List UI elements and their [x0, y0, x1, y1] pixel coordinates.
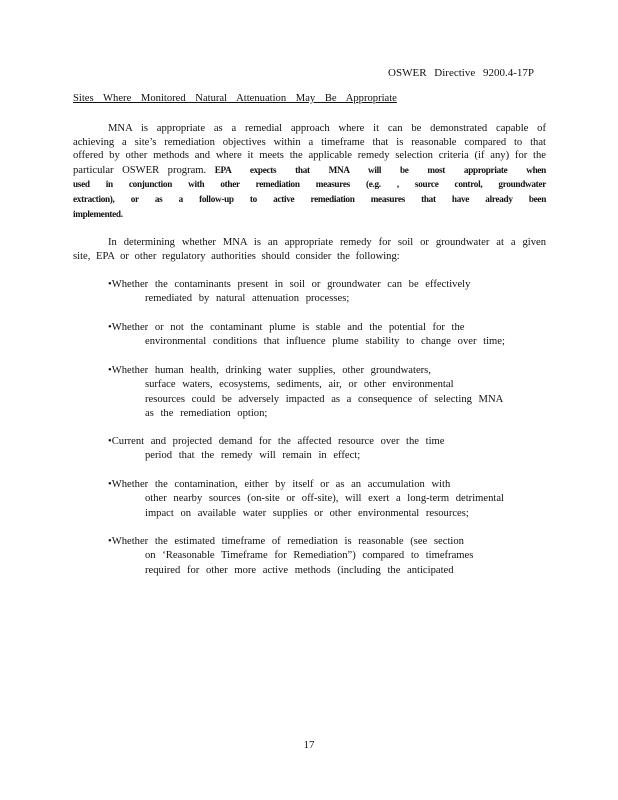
directive-header: OSWER Directive 9200.4-17P: [388, 67, 534, 79]
bullet-line: •Whether the contaminants present in soil or groundwater can be effectively: [108, 279, 471, 290]
paragraph-determining: In determining whether MNA is an appropriate remedy for soil or groundwater at a given site, EPA or other regulatory authorities should consider the following:: [73, 237, 546, 262]
emphasized-text: EPA expects that MNA will be most appropriate when used in conjunction with other remediation measures (e.g. , source control, groundwater extraction), or as a follow-up to active remediation measures that have already been implemented.: [73, 164, 546, 219]
bullet-line: •Whether the contamination, either by itself or as an accumulation with: [108, 479, 451, 490]
bullet-line: surface waters, ecosystems, sediments, air, or other environmental: [145, 379, 454, 391]
bullet-item: [108, 478, 528, 521]
paragraph-text: MNA is appropriate as a remedial approach where it can be demonstrated capable of achieving a site’s remediation objectives within a timeframe that is reasonable compared to that offered by other methods and where it meets the applicable remedy selection criteria (if any) for the particular OSWER program. EPA expects that MNA will be most appropriate when used in conjunction with other remediation measures (e.g. , source control, groundwater extraction), or as a follow-up to active remediation measures that have already been implemented.: [73, 123, 546, 219]
bullet-item: [108, 321, 528, 350]
bullet-line: on ‘Reasonable Timeframe for Remediation”) compared to timeframes: [145, 550, 474, 562]
bullet-line: •Whether human health, drinking water supplies, other groundwaters,: [108, 365, 431, 376]
bullet-item: [108, 435, 528, 464]
bullet-line: period that the remedy will remain in effect;: [145, 450, 361, 462]
bullet-item: [108, 364, 528, 422]
paragraph-mna-appropriate: [73, 122, 546, 221]
bullet-item: [108, 278, 528, 307]
bullet-line: impact on available water supplies or other environmental resources;: [145, 507, 469, 519]
bullet-line: environmental conditions that influence plume stability to change over time;: [145, 336, 505, 348]
section-title: Sites Where Monitored Natural Attenuation May Be Appropriate: [73, 93, 397, 104]
bullet-line: as the remediation option;: [145, 408, 268, 420]
bullet-line: other nearby sources (on-site or off-site), will exert a long-term detrimental: [145, 493, 504, 505]
bullet-line: •Whether the estimated timeframe of remediation is reasonable (see section: [108, 536, 464, 547]
bullet-line: •Current and projected demand for the affected resource over the time: [108, 436, 445, 447]
bullet-item: [108, 535, 528, 578]
page-number: 17: [303, 739, 315, 751]
bullet-line: resources could be adversely impacted as a consequence of selecting MNA: [145, 393, 504, 405]
bullet-line: remediated by natural attenuation processes;: [145, 293, 350, 305]
bullet-line: •Whether or not the contaminant plume is stable and the potential for the: [108, 322, 465, 333]
bullet-line: required for other more active methods (including the anticipated: [145, 564, 454, 576]
